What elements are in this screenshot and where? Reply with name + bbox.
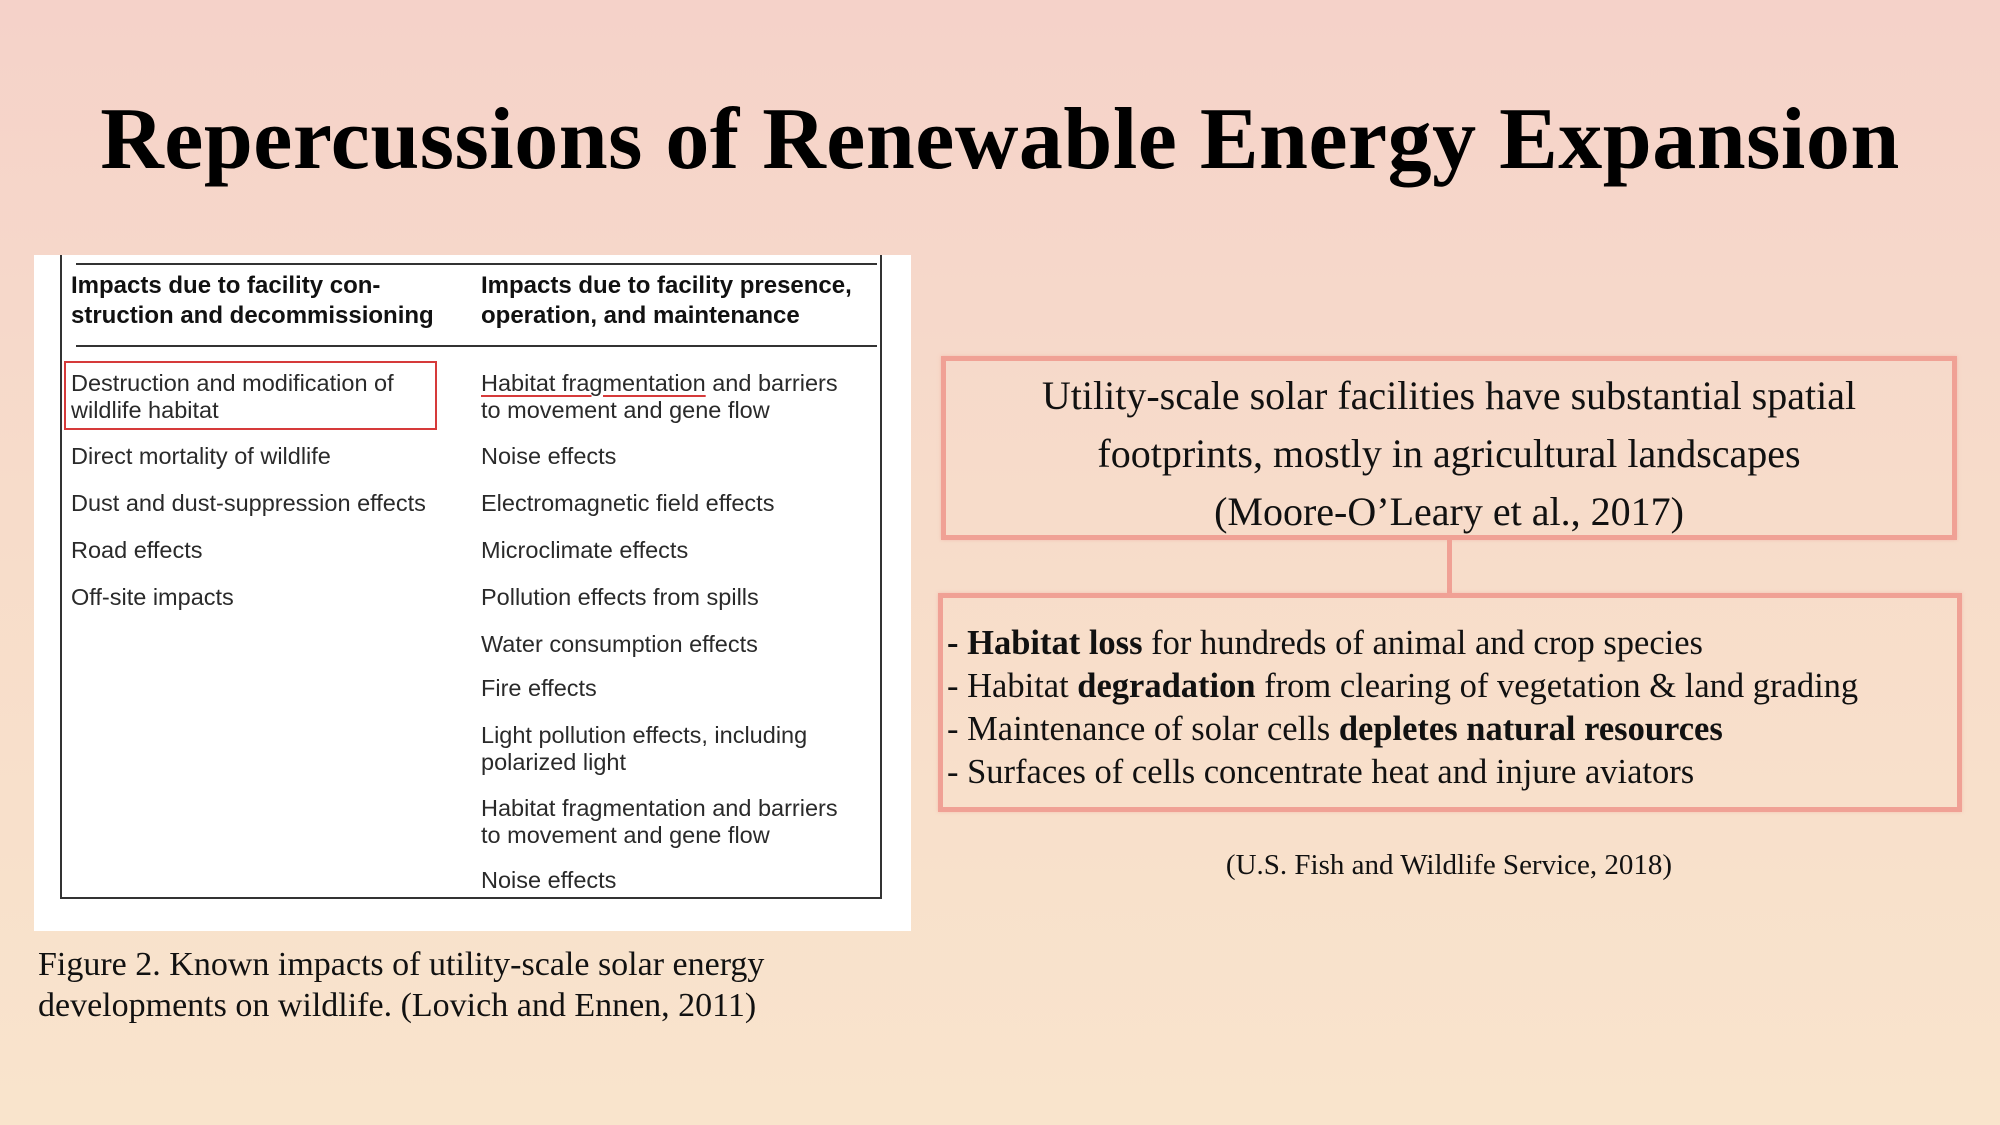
table-header-rule	[76, 345, 877, 347]
underlined-text: Habitat fragmentation	[481, 370, 706, 396]
cell-line: wildlife habitat	[71, 397, 219, 423]
column-header-line: struction and decommissioning	[71, 302, 434, 329]
cell-line: to movement and gene flow	[481, 397, 770, 423]
bullet-dash: -	[947, 667, 968, 705]
bullet-item	[947, 665, 1957, 708]
column-header-line: Impacts due to facility presence,	[481, 272, 852, 299]
callout-line: Utility-scale solar facilities have substantial spatial	[1041, 373, 1857, 418]
bullet-item	[947, 751, 1957, 794]
cell-line: Habitat fragmentation and barriers	[481, 795, 838, 821]
callout-citation: (Moore-O’Leary et al., 2017)	[1214, 489, 1684, 534]
cell-line: Light pollution effects, including	[481, 722, 808, 748]
source-citation: (U.S. Fish and Wildlife Service, 2018)	[1225, 849, 1673, 881]
table-cell: Road effects	[71, 537, 203, 563]
bullet-text: Surfaces of cells concentrate heat and injure aviators	[967, 753, 1695, 791]
bullet-bold-text: degradation	[1077, 667, 1256, 705]
column-header-construction	[71, 271, 434, 331]
table-cell: Fire effects	[481, 675, 597, 701]
column-header-operation	[481, 271, 852, 331]
figure-image	[34, 255, 911, 931]
caption-line: developments on wildlife. (Lovich and Ennen, 2011)	[38, 987, 757, 1024]
cell-line: to movement and gene flow	[481, 822, 770, 848]
table-cell	[71, 370, 394, 424]
bullet-dash: -	[947, 624, 968, 662]
figure-caption	[38, 944, 898, 1026]
bullet-dash: -	[947, 710, 968, 748]
summary-callout	[941, 356, 1957, 540]
column-header-line: operation, and maintenance	[481, 302, 800, 329]
table-cell	[481, 795, 838, 849]
cell-text: and barriers	[705, 370, 838, 396]
cell-line	[481, 370, 838, 397]
impacts-bullet-box	[938, 593, 1962, 812]
table-cell: Noise effects	[481, 867, 617, 893]
slide-title: Repercussions of Renewable Energy Expansion	[100, 91, 1900, 188]
table-cell: Noise effects	[481, 443, 617, 469]
table-cell: Water consumption effects	[481, 631, 758, 657]
bullet-text: Habitat	[967, 667, 1078, 705]
table-cell: Microclimate effects	[481, 537, 689, 563]
table-cell: Direct mortality of wildlife	[71, 443, 331, 469]
bullet-item	[947, 622, 1957, 665]
bullet-text: Maintenance of solar cells	[967, 710, 1339, 748]
cell-line: Destruction and modification of	[71, 370, 394, 396]
callout-connector	[1447, 540, 1452, 594]
bullet-dash: -	[947, 753, 968, 791]
bullet-bold-text: Habitat loss	[967, 624, 1143, 662]
callout-line: footprints, mostly in agricultural landscapes	[1097, 431, 1801, 476]
table-top-rule	[76, 263, 877, 265]
table-cell: Off-site impacts	[71, 584, 234, 610]
bullet-text: for hundreds of animal and crop species	[1142, 624, 1703, 662]
bullet-text: from clearing of vegetation & land grading	[1255, 667, 1859, 705]
cell-line: polarized light	[481, 749, 627, 775]
bullet-bold-text: depletes natural resources	[1338, 710, 1723, 748]
column-header-line: Impacts due to facility con-	[71, 272, 381, 299]
table-cell: Pollution effects from spills	[481, 584, 759, 610]
caption-line: Figure 2. Known impacts of utility-scale solar energy	[38, 946, 765, 983]
table-cell: Dust and dust-suppression effects	[71, 490, 426, 516]
bullet-item	[947, 708, 1957, 751]
table-cell	[481, 370, 838, 424]
table-cell: Electromagnetic field effects	[481, 490, 775, 516]
table-cell	[481, 722, 807, 776]
